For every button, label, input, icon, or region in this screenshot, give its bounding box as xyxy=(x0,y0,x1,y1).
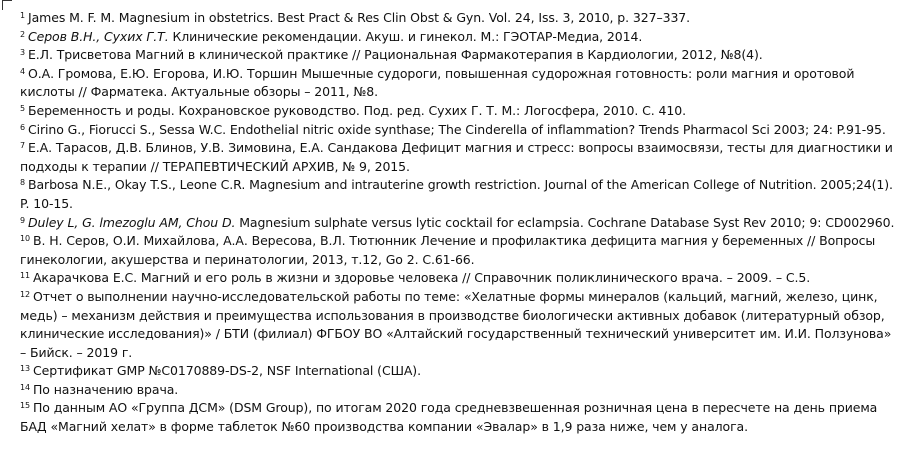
footnote-15 xyxy=(20,399,900,436)
footnote-text: В. Н. Серов, О.И. Михайлова, А.А. Вересова, В.Л. Тютюнник Лечение и профилактика дефицита магния у беременных // Вопросы гинекологии, акушерства и перинатологии, 2013, т.12, Go 2. С.61-66. xyxy=(20,233,876,267)
footnotes-list xyxy=(20,9,900,437)
footnote-13 xyxy=(20,362,900,381)
footnote-text: Magnesium sulphate versus lytic cocktail for eclampsia. Cochrane Database Syst Rev 2010; 9: CD002960. xyxy=(235,214,895,230)
footnote-number: 6 xyxy=(20,122,25,132)
footnote-text: Е.А. Тарасов, Д.В. Блинов, У.В. Зимовина, Е.А. Сандакова Дефицит магния и стресс: вопросы взаимосвязи, тесты для диагностики и подходы к терапии // ТЕРАПЕВТИЧЕСКИЙ АРХИВ, № 9, 2015. xyxy=(20,140,893,174)
footnote-text: По данным АО «Группа ДСМ» (DSM Group), по итогам 2020 года средневзвешенная розничная цена в пересчете на день приема БАД «Магний хелат» в форме таблеток №60 производства компании «Эвалар» в 1,9 раза ниже, чем у аналога. xyxy=(20,400,878,435)
footnote-number: 9 xyxy=(20,215,25,225)
footnote-text: Е.Л. Трисветова Магний в клинической практике // Рациональная Фармакотерапия в Кардиологии, 2012, №8(4). xyxy=(28,47,763,63)
text-cursor-marker xyxy=(2,0,12,10)
footnote-4 xyxy=(20,65,900,102)
footnote-text: Акарачкова Е.С. Магний и его роль в жизни и здоровье человека // Справочник поликлинического врача. – 2009. – С.5. xyxy=(32,270,811,286)
footnote-number: 5 xyxy=(20,103,25,113)
footnote-authors: Серов В.Н., Сухих Г.Т. xyxy=(28,28,169,44)
footnote-text: Сертификат GMP №С0170889-DS-2, NSF International (США). xyxy=(32,363,421,379)
footnote-text: Клинические рекомендации. Акуш. и гинекол. М.: ГЭОТАР-Медиа, 2014. xyxy=(168,28,643,44)
footnote-number: 14 xyxy=(20,382,30,392)
footnote-14 xyxy=(20,381,900,400)
footnote-7 xyxy=(20,139,900,176)
footnote-number: 11 xyxy=(20,271,30,281)
footnote-number: 3 xyxy=(20,48,25,58)
footnote-number: 10 xyxy=(20,234,30,244)
footnote-2 xyxy=(20,28,900,47)
footnote-number: 1 xyxy=(20,11,25,20)
footnote-10 xyxy=(20,232,900,269)
footnote-number: 7 xyxy=(20,141,25,151)
footnote-6 xyxy=(20,121,900,140)
footnote-text: Беременность и роды. Кохрановское руководство. Под. ред. Сухих Г. Т. М.: Логосфера, 2010. С. 410. xyxy=(28,102,686,118)
footnote-number: 13 xyxy=(20,364,30,374)
footnote-3 xyxy=(20,46,900,65)
footnote-8 xyxy=(20,176,900,213)
footnote-1 xyxy=(20,9,900,28)
footnote-12 xyxy=(20,288,900,362)
footnote-text: Cirino G., Fiorucci S., Sessa W.C. Endothelial nitric oxide synthase; The Cinderella of inflammation? Trends Pharmacol Sci 2003; 24: P.91-95. xyxy=(28,121,886,137)
footnote-number: 4 xyxy=(20,66,25,76)
footnote-text: James M. F. M. Magnesium in obstetrics. Best Pract & Res Clin Obst & Gyn. Vol. 24, Iss. 3, 2010, p. 327–337. xyxy=(28,10,691,25)
footnote-number: 8 xyxy=(20,178,25,188)
footnote-9 xyxy=(20,214,900,233)
footnote-text: Отчет о выполнении научно-исследовательской работы по теме: «Хелатные формы минералов (кальций, магний, железо, цинк, медь) – механизм действия и преимущества использования в производстве биологически активных добавок (литературный обзор, клинические исследования)» / БТИ (филиал) ФГБОУ ВО «Алтайский государственный технический университет им. И.И. Ползунова» – Бийск. – 2019 г. xyxy=(20,288,892,360)
footnote-text: Barbosa N.E., Okay T.S., Leone C.R. Magnesium and intrauterine growth restriction. Journal of the American College of Nutrition. 2005;24(1). P. 10-15. xyxy=(20,177,893,211)
footnote-text: По назначению врача. xyxy=(32,381,179,397)
footnote-text: О.А. Громова, Е.Ю. Егорова, И.Ю. Торшин Мышечные судороги, повышенная судорожная готовность: роли магния и оротовой кислоты // Фарматека. Актуальные обзоры – 2011, №8. xyxy=(20,65,855,100)
footnote-11 xyxy=(20,269,900,288)
footnote-5 xyxy=(20,102,900,121)
footnote-number: 12 xyxy=(20,289,30,299)
footnote-authors: Duley L, G. lmezoglu AM, Chou D. xyxy=(28,214,236,230)
footnote-number: 2 xyxy=(20,29,25,39)
footnote-number: 15 xyxy=(20,401,30,411)
